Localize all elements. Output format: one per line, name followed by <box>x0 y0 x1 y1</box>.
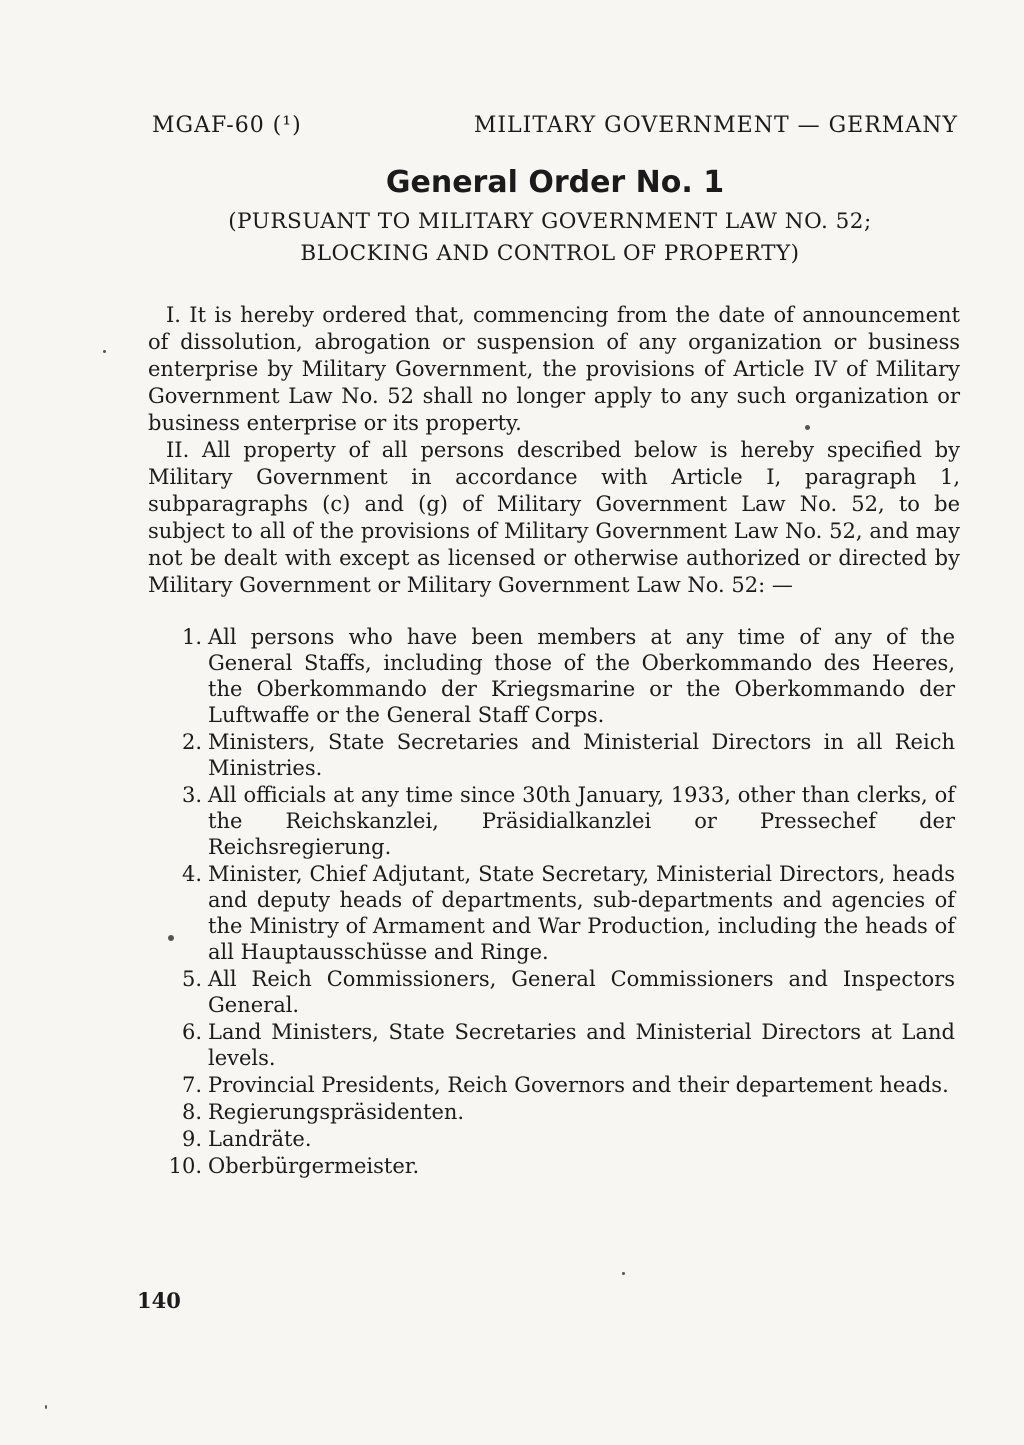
running-title: MILITARY GOVERNMENT — GERMANY <box>473 113 958 138</box>
list-item-text: Land Ministers, State Secretaries and Ministerial Directors at Land levels. <box>208 1020 955 1070</box>
list-item-text: Regierungspräsidenten. <box>208 1100 465 1124</box>
list-item-text: Minister, Chief Adjutant, State Secretary, Ministerial Directors, heads and deputy heads of departments, sub-departments and agencies of the Ministry of Armament and War Production, including the heads of all Hauptausschüsse and Ringe. <box>208 862 955 964</box>
list-item-number: 5. <box>181 967 202 991</box>
list-item-text: Landräte. <box>208 1127 312 1151</box>
list-item-text: Provincial Presidents, Reich Governors and their departement heads. <box>208 1073 949 1097</box>
list-item-number: 8. <box>181 1100 202 1124</box>
subtitle <box>140 206 960 270</box>
list-item-number: 10. <box>168 1154 202 1178</box>
scan-speck <box>168 935 174 941</box>
list-item-number: 1. <box>181 625 202 649</box>
list-item-text: Oberbürgermeister. <box>208 1154 420 1178</box>
list-item <box>160 966 955 1018</box>
list-item <box>160 782 955 860</box>
list-item-text: All persons who have been members at any time of any of the General Staffs, including those of the Oberkommando des Heeres, the Oberkommando der Kriegsmarine or the Oberkommando der Luftwaffe or the General Staff Corps. <box>208 625 955 727</box>
subtitle-line-1: (PURSUANT TO MILITARY GOVERNMENT LAW NO. 52; <box>228 209 872 234</box>
scan-speck <box>45 1405 47 1409</box>
paragraph-2: II. All property of all persons described below is hereby specified by Military Government in accordance with Article I, paragraph 1, subparagraphs (c) and (g) of Military Government Law No. 52, to be subject to all of the provisions of Military Government Law No. 52, and may not be dealt with except as licensed or otherwise authorized or directed by Military Government or Military Government Law No. 52: — <box>148 438 960 597</box>
list-item-number: 6. <box>181 1020 202 1044</box>
list-item <box>160 1126 955 1152</box>
persons-list <box>160 624 955 1180</box>
running-head <box>152 113 958 138</box>
list-item <box>160 729 955 781</box>
document-code: MGAF-60 (¹) <box>152 113 302 138</box>
list-item-number: 7. <box>181 1073 202 1097</box>
scan-speck <box>805 425 810 430</box>
list-item-text: Ministers, State Secretaries and Ministerial Directors in all Reich Ministries. <box>208 730 955 780</box>
subtitle-line-2: BLOCKING AND CONTROL OF PROPERTY) <box>300 241 800 266</box>
list-item-number: 3. <box>181 783 202 807</box>
list-item <box>160 1153 955 1179</box>
scan-speck <box>103 350 106 353</box>
list-item-number: 2. <box>181 730 202 754</box>
list-item <box>160 861 955 965</box>
page-number: 140 <box>137 1288 181 1313</box>
list-item-text: All officials at any time since 30th January, 1933, other than clerks, of the Reichskanzlei, Präsidialkanzlei or Pressechef der Reichsregierung. <box>208 783 955 859</box>
list-item <box>160 624 955 728</box>
paragraph-1: I. It is hereby ordered that, commencing from the date of announcement of dissolution, abrogation or suspension of any organization or business enterprise by Military Government, the provisions of Article IV of Military Government Law No. 52 shall no longer apply to any such organization or business enterprise or its property. <box>148 303 960 435</box>
scan-speck <box>622 1272 625 1275</box>
list-item-text: All Reich Commissioners, General Commissioners and Inspectors General. <box>208 967 955 1017</box>
list-item <box>160 1019 955 1071</box>
list-item-number: 4. <box>181 862 202 886</box>
list-item-number: 9. <box>181 1127 202 1151</box>
page-title: General Order No. 1 <box>385 165 725 200</box>
list-item <box>160 1072 955 1098</box>
list-item <box>160 1099 955 1125</box>
